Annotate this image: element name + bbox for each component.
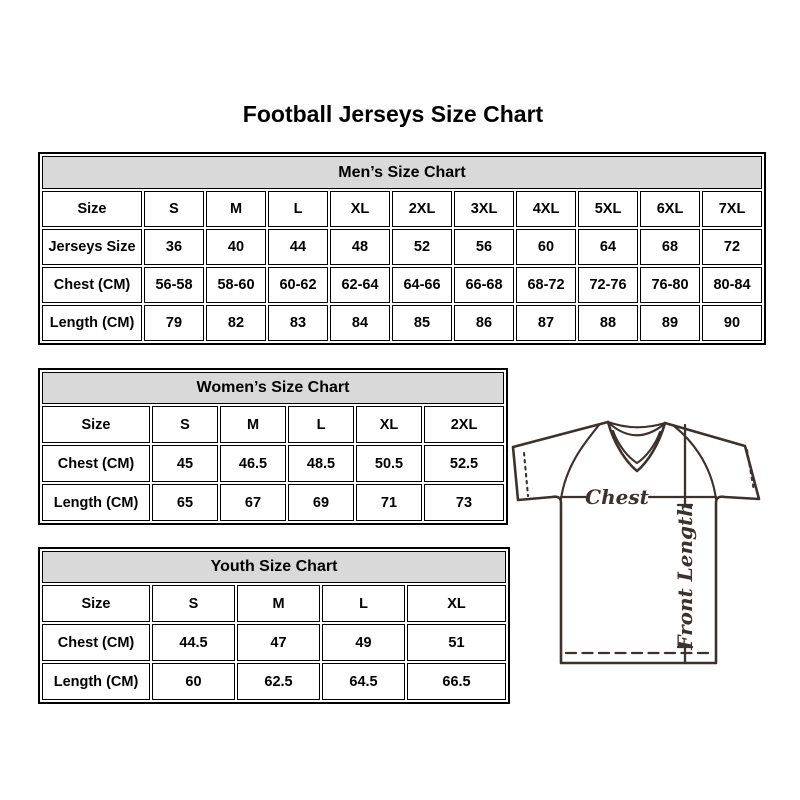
womens-table-row <box>42 445 504 482</box>
chest-label: Chest <box>585 485 649 509</box>
size-value-cell: 56-58 <box>144 267 204 303</box>
mens-table-row <box>42 229 762 265</box>
size-value-cell: S <box>144 191 204 227</box>
row-label: Length (CM) <box>42 305 142 341</box>
size-value-cell: 50.5 <box>356 445 422 482</box>
size-value-cell: 52 <box>392 229 452 265</box>
youth-table-row <box>42 624 506 661</box>
womens-size-table <box>38 368 508 525</box>
size-value-cell: 4XL <box>516 191 576 227</box>
size-value-cell: L <box>268 191 328 227</box>
jersey-diagram <box>495 400 775 690</box>
size-value-cell: 76-80 <box>640 267 700 303</box>
size-value-cell: 48.5 <box>288 445 354 482</box>
size-value-cell: M <box>220 406 286 443</box>
size-value-cell: XL <box>407 585 506 622</box>
size-value-cell: 79 <box>144 305 204 341</box>
womens-header-row <box>42 372 504 404</box>
row-label: Chest (CM) <box>42 267 142 303</box>
size-value-cell: 83 <box>268 305 328 341</box>
cuff-stitch-right <box>747 450 754 491</box>
front-length-label: Front Length <box>673 502 697 650</box>
size-value-cell: 2XL <box>392 191 452 227</box>
size-value-cell: 68 <box>640 229 700 265</box>
size-value-cell: 67 <box>220 484 286 521</box>
size-value-cell: 72-76 <box>578 267 638 303</box>
size-value-cell: L <box>288 406 354 443</box>
row-label: Size <box>42 406 150 443</box>
size-value-cell: 5XL <box>578 191 638 227</box>
cuff-stitch-left <box>524 453 528 496</box>
size-value-cell: 47 <box>237 624 320 661</box>
size-value-cell: M <box>206 191 266 227</box>
size-value-cell: 62-64 <box>330 267 390 303</box>
size-value-cell: 64 <box>578 229 638 265</box>
size-value-cell: 85 <box>392 305 452 341</box>
size-value-cell: 45 <box>152 445 218 482</box>
size-value-cell: 65 <box>152 484 218 521</box>
size-value-cell: L <box>322 585 405 622</box>
mens-size-table <box>38 152 766 345</box>
size-value-cell: 64-66 <box>392 267 452 303</box>
size-value-cell: 46.5 <box>220 445 286 482</box>
row-label: Size <box>42 191 142 227</box>
size-value-cell: 44 <box>268 229 328 265</box>
size-value-cell: 60 <box>152 663 235 700</box>
size-value-cell: 66.5 <box>407 663 506 700</box>
womens-table-row <box>42 484 504 521</box>
row-label: Length (CM) <box>42 663 150 700</box>
size-value-cell: 56 <box>454 229 514 265</box>
size-value-cell: 73 <box>424 484 504 521</box>
youth-size-table <box>38 547 510 704</box>
size-value-cell: 60 <box>516 229 576 265</box>
size-value-cell: XL <box>330 191 390 227</box>
size-value-cell: 51 <box>407 624 506 661</box>
size-value-cell: 36 <box>144 229 204 265</box>
page-title: Football Jerseys Size Chart <box>242 101 544 127</box>
size-value-cell: 71 <box>356 484 422 521</box>
size-value-cell: 44.5 <box>152 624 235 661</box>
size-value-cell: 48 <box>330 229 390 265</box>
womens-table-title: Women’s Size Chart <box>42 372 504 404</box>
youth-table-row <box>42 585 506 622</box>
size-value-cell: 49 <box>322 624 405 661</box>
size-value-cell: 64.5 <box>322 663 405 700</box>
size-value-cell: 86 <box>454 305 514 341</box>
size-value-cell: 52.5 <box>424 445 504 482</box>
row-label: Jerseys Size <box>42 229 142 265</box>
mens-table-row <box>42 191 762 227</box>
mens-header-row <box>42 156 762 189</box>
row-label: Chest (CM) <box>42 445 150 482</box>
size-value-cell: S <box>152 406 218 443</box>
youth-table-title: Youth Size Chart <box>42 551 506 583</box>
size-value-cell: 80-84 <box>702 267 762 303</box>
size-value-cell: 84 <box>330 305 390 341</box>
size-value-cell: 68-72 <box>516 267 576 303</box>
collar-back-line <box>608 422 665 427</box>
size-value-cell: 66-68 <box>454 267 514 303</box>
row-label: Chest (CM) <box>42 624 150 661</box>
size-value-cell: 6XL <box>640 191 700 227</box>
row-label: Length (CM) <box>42 484 150 521</box>
jersey-outline <box>513 422 759 663</box>
size-value-cell: 40 <box>206 229 266 265</box>
size-value-cell: 7XL <box>702 191 762 227</box>
size-value-cell: 60-62 <box>268 267 328 303</box>
size-value-cell: 69 <box>288 484 354 521</box>
size-value-cell: 58-60 <box>206 267 266 303</box>
size-value-cell: 3XL <box>454 191 514 227</box>
size-value-cell: 87 <box>516 305 576 341</box>
size-value-cell: S <box>152 585 235 622</box>
size-value-cell: 89 <box>640 305 700 341</box>
row-label: Size <box>42 585 150 622</box>
mens-table-row <box>42 305 762 341</box>
size-value-cell: 90 <box>702 305 762 341</box>
size-value-cell: M <box>237 585 320 622</box>
mens-table-title: Men’s Size Chart <box>42 156 762 189</box>
size-value-cell: 72 <box>702 229 762 265</box>
youth-header-row <box>42 551 506 583</box>
size-value-cell: 82 <box>206 305 266 341</box>
size-value-cell: 62.5 <box>237 663 320 700</box>
size-value-cell: XL <box>356 406 422 443</box>
youth-table-row <box>42 663 506 700</box>
size-value-cell: 2XL <box>424 406 504 443</box>
womens-table-row <box>42 406 504 443</box>
size-value-cell: 88 <box>578 305 638 341</box>
mens-table-row <box>42 267 762 303</box>
